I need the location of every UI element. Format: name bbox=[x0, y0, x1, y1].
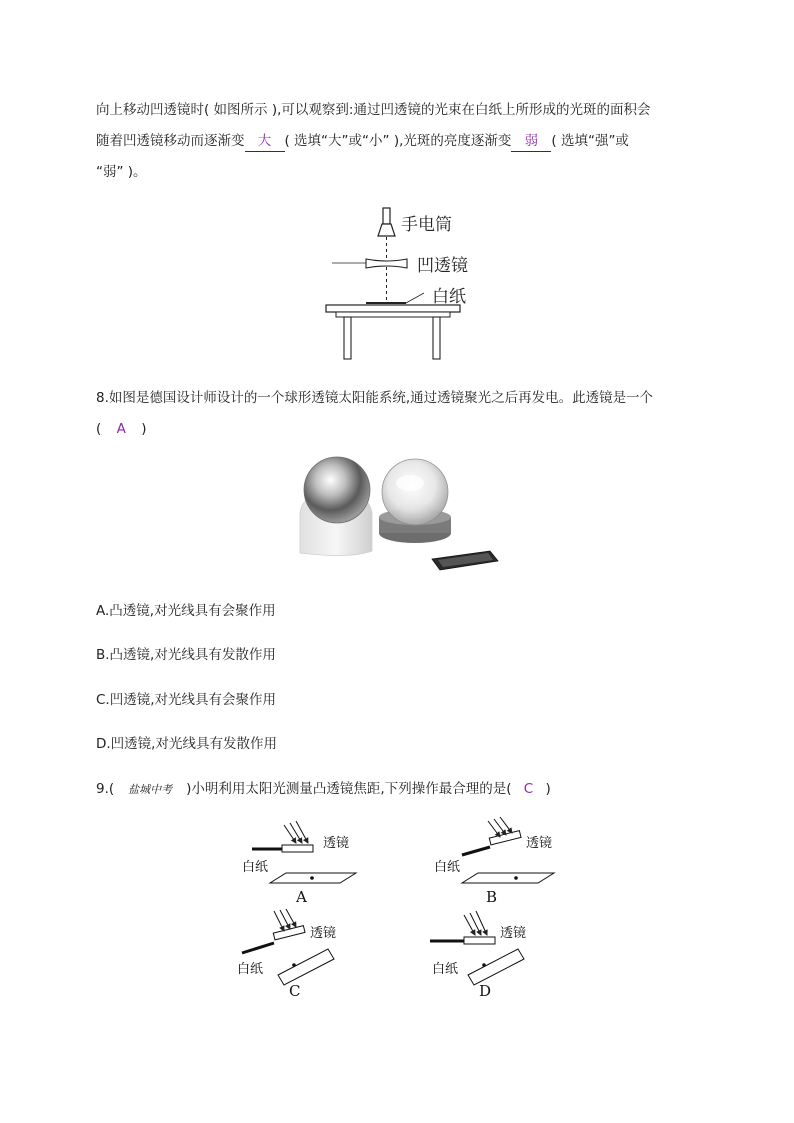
spherical-lens-photo bbox=[290, 455, 505, 573]
lens-icon bbox=[489, 831, 521, 845]
q7-answer-1: 大 bbox=[245, 131, 285, 152]
paper-icon bbox=[278, 949, 334, 985]
q8-paren-open: ( bbox=[96, 421, 102, 437]
q8-paren-close: ) bbox=[141, 421, 147, 437]
panel-d-lens-label: 透镜 bbox=[500, 926, 527, 941]
q8-option-a: A.凸透镜,对光线具有会聚作用 bbox=[96, 603, 276, 619]
q7-answer-2: 弱 bbox=[511, 131, 551, 152]
q9-stem-line bbox=[96, 779, 551, 800]
panel-a-lens-label: 透镜 bbox=[323, 836, 350, 851]
lens-icon bbox=[282, 845, 313, 852]
q9-source: 盐城中考 bbox=[128, 783, 173, 796]
q7-line-2-part-a: 随着凹透镜移动而逐渐变 bbox=[96, 133, 245, 149]
panel-c-paper-label: 白纸 bbox=[237, 962, 264, 977]
flashlight-label: 手电筒 bbox=[401, 215, 452, 235]
q8-answer-line bbox=[96, 419, 147, 439]
q8-answer: A bbox=[116, 421, 126, 437]
flashlight-icon bbox=[378, 208, 395, 236]
q8-option-d: D.凹透镜,对光线具有发散作用 bbox=[96, 736, 277, 752]
q7-line-2 bbox=[96, 131, 629, 152]
q7-line-1: 向上移动凹透镜时( 如图所示 ),可以观察到:通过凹透镜的光束在白纸上所形成的光斑的面积会 bbox=[96, 102, 651, 118]
paper-label: 白纸 bbox=[432, 287, 466, 307]
q9-close: ) bbox=[545, 781, 551, 797]
panel-b-lens-label: 透镜 bbox=[526, 836, 553, 851]
q9-prefix: 9.( bbox=[96, 781, 115, 797]
q9-stem: )小明利用太阳光测量凸透镜焦距,下列操作最合理的是( bbox=[186, 781, 512, 797]
paper-icon bbox=[468, 949, 524, 985]
panel-a bbox=[242, 821, 356, 906]
lens-label: 凹透镜 bbox=[417, 256, 468, 276]
panel-b bbox=[434, 817, 554, 906]
lens-holder bbox=[462, 847, 490, 855]
panel-c-letter: C bbox=[289, 982, 301, 1000]
panel-c bbox=[237, 909, 336, 1000]
paper-pointer bbox=[406, 293, 424, 303]
panel-d-paper-label: 白纸 bbox=[432, 962, 459, 977]
table-icon bbox=[326, 305, 460, 359]
panel-d-letter: D bbox=[479, 982, 492, 1000]
q8-stem: 8.如图是德国设计师设计的一个球形透镜太阳能系统,通过透镜聚光之后再发电。此透镜是一个 bbox=[96, 390, 654, 406]
q8-option-b: B.凸透镜,对光线具有发散作用 bbox=[96, 647, 276, 663]
panel-a-letter: A bbox=[296, 888, 307, 906]
paper-sheet bbox=[366, 302, 406, 304]
lens-icon bbox=[464, 937, 495, 944]
paper-icon bbox=[462, 873, 554, 883]
lens-holder bbox=[242, 943, 274, 953]
panel-b-letter: B bbox=[486, 888, 498, 906]
q7-line-2-part-c: ( 选填“强”或 bbox=[551, 133, 629, 149]
concave-lens-icon bbox=[366, 259, 407, 268]
panel-b-paper-label: 白纸 bbox=[434, 860, 461, 875]
q9-figure bbox=[230, 815, 570, 1005]
q9-answer: C bbox=[523, 781, 534, 797]
panel-c-lens-label: 透镜 bbox=[310, 926, 337, 941]
q7-line-3: “弱” )。 bbox=[96, 164, 147, 180]
panel-d bbox=[430, 911, 526, 1000]
q8-option-c: C.凹透镜,对光线具有会聚作用 bbox=[96, 692, 277, 708]
q7-line-2-part-b: ( 选填“大”或“小” ),光斑的亮度逐渐变 bbox=[284, 133, 512, 149]
panel-a-paper-label: 白纸 bbox=[242, 860, 269, 875]
